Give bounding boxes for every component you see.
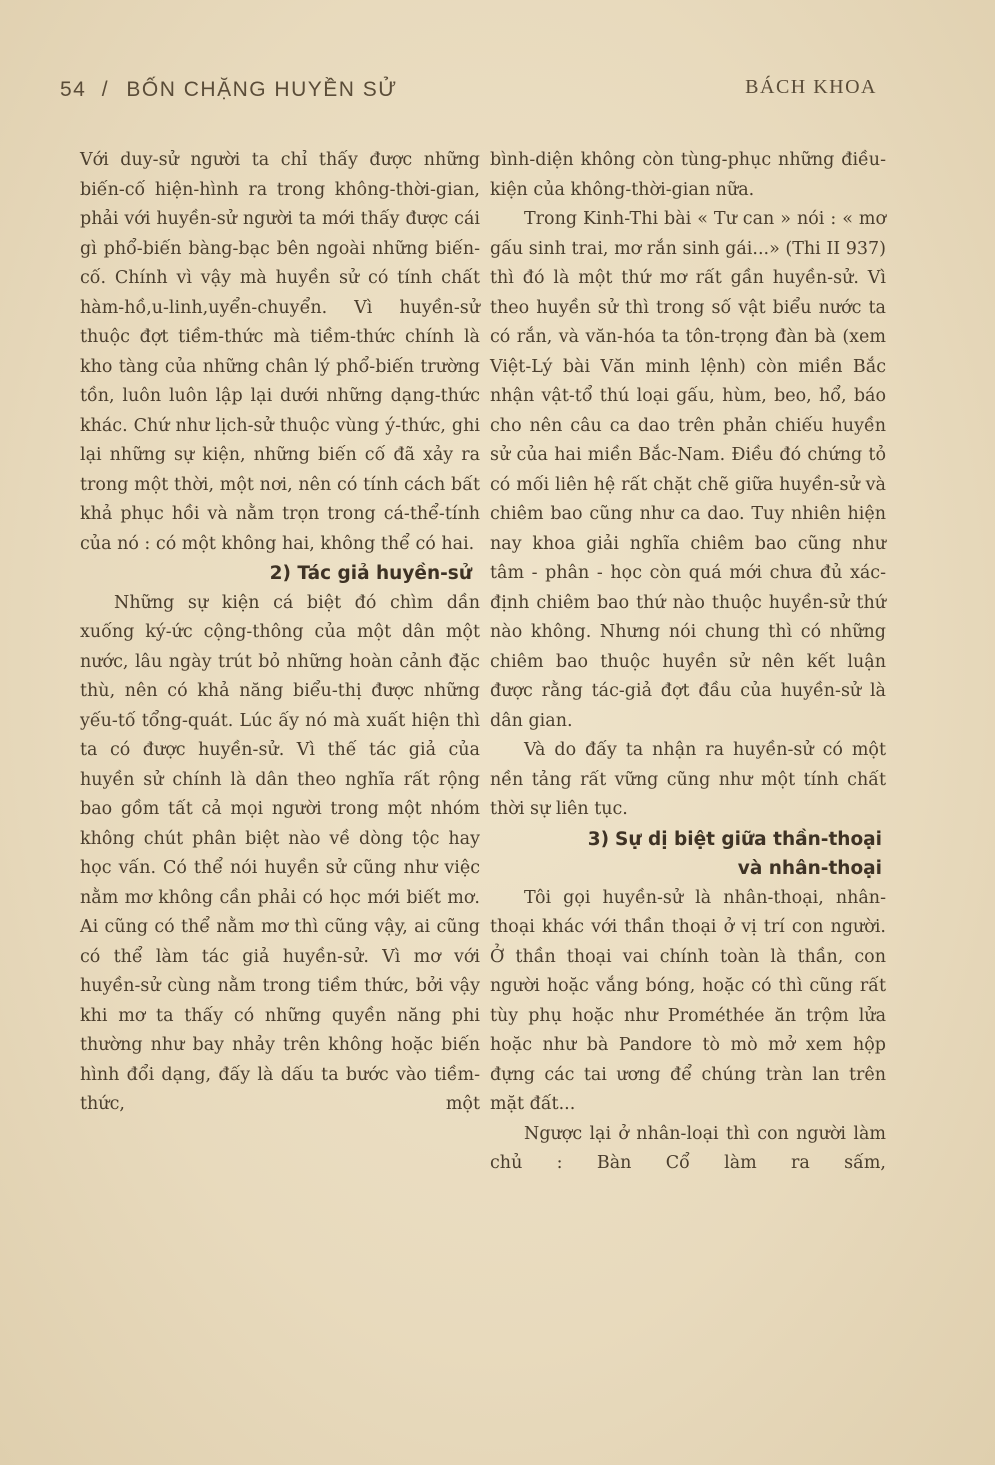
page-number: 54 xyxy=(60,78,87,101)
right-paragraph-3: Và do đấy ta nhận ra huyền-sử có một nền tảng rất vững cũng như một tính chất thời sự liên tục. xyxy=(490,740,886,819)
right-paragraph-1: bình-diện không còn tùng-phục những điều-kiện của không-thời-gian nữa. xyxy=(490,150,886,200)
right-paragraph-2: Trong Kinh-Thi bài « Tư can » nói : « mơ gấu sinh trai, mơ rắn sinh gái...» (Thi II 937) thì đó là một thứ mơ rất gần huyền-sử. Vì theo huyền sử thì trong số vật biểu nước ta có rắn, và văn-hóa ta tôn-trọng đàn bà (xem Việt-Lý bài Văn minh lệnh) còn miền Bắc nhận vật-tổ thú loại gấu, hùm, beo, hổ, báo cho nên câu ca dao trên phản chiếu huyền sử của hai miền Bắc-Nam. Điều đó chứng tỏ có mối liên hệ rất chặt chẽ giữa huyền-sử và chiêm bao cũng như ca dao. Tuy nhiên hiện nay khoa giải nghĩa chiêm bao cũng như tâm - phân - học còn quá mới chưa đủ xác-định chiêm bao thứ nào thuộc huyền-sử thứ nào không. Nhưng nói chung thì có những chiêm bao thuộc huyền sử nên kết luận được rằng tác-giả đợt đầu của huyền-sử là dân gian. xyxy=(490,209,886,731)
header-left xyxy=(60,78,398,102)
section-heading-3-line2: và nhân-thoại xyxy=(737,858,882,879)
running-header xyxy=(60,74,877,110)
journal-name: BÁCH KHOA xyxy=(745,76,877,98)
left-column xyxy=(80,146,480,1120)
right-column xyxy=(490,146,886,1179)
section-heading-3-number: 3) xyxy=(587,828,610,850)
left-paragraph-2: Những sự kiện cá biệt đó chìm dần xuống ký-ức cộng-thông của một dân một nước, lâu ngày trút bỏ những hoàn cảnh đặc thù, nên có khả năng biểu-thị được những yếu-tố tổng-quát. Lúc ấy nó mà xuất hiện thì ta có được huyền-sử. Vì thế tác giả của huyền sử chính là dân theo nghĩa rất rộng bao gồm tất cả mọi người trong một nhóm không chút phân biệt nào về dòng tộc hay học vấn. Có thể nói huyền sử cũng như việc nằm mơ không cần phải có học mới biết mơ. Ai cũng có thể nằm mơ thì cũng vậy, ai cũng có thể làm tác giả huyền-sử. Vì mơ với huyền-sử cùng nằm trong tiềm thức, bởi vậy khi mơ ta thấy có những quyền năng phi thường như bay nhảy trên không hoặc biến hình đổi dạng, đấy là dấu ta bước vào tiềm-thức, một xyxy=(80,592,480,1114)
section-heading-2: 2) Tác giả huyền-sử xyxy=(269,563,472,584)
article-title: BỐN CHẶNG HUYỀN SỬ xyxy=(126,78,398,101)
header-separator: / xyxy=(101,78,110,101)
section-heading-3-line1: Sự dị biệt giữa thần-thoại xyxy=(615,828,882,850)
left-paragraph-1: Với duy-sử người ta chỉ thấy được những biến-cố hiện-hình ra trong không-thời-gian, phải với huyền-sử người ta mới thấy được cái gì phổ-biến bàng-bạc bên ngoài những biến-cố. Chính vì vậy mà huyền sử có tính chất hàm-hồ,u-linh,uyển-chuyển. Vì huyền-sử thuộc đợt tiềm-thức mà tiềm-thức chính là kho tàng của những chân lý phổ-biến trường tồn, luôn luôn lập lại dưới những dạng-thức khác. Chứ như lịch-sử thuộc vùng ý-thức, ghi lại những sự kiện, những biến cố đã xảy ra trong một thời, một nơi, nên có tính cách bất khả phục hồi và nằm trọn trong cá-thể-tính của nó : có một không hai, không thể có hai. xyxy=(80,150,480,554)
right-paragraph-5: Ngược lại ở nhân-loại thì con người làm chủ : Bàn Cổ làm ra sấm, xyxy=(490,1123,886,1173)
right-paragraph-4: Tôi gọi huyền-sử là nhân-thoại, nhân-thoại khác với thần thoại ở vị trí con người. Ở thần thoại vai chính toàn là thần, con người hoặc vắng bóng, hoặc có thì cũng rất tùy phụ hoặc như Prométhée ăn trộm lửa hoặc như bà Pandore tò mò mở xem hộp đựng các tai ương để chúng tràn lan trên mặt đất... xyxy=(490,887,886,1114)
section-heading-3 xyxy=(490,825,886,884)
